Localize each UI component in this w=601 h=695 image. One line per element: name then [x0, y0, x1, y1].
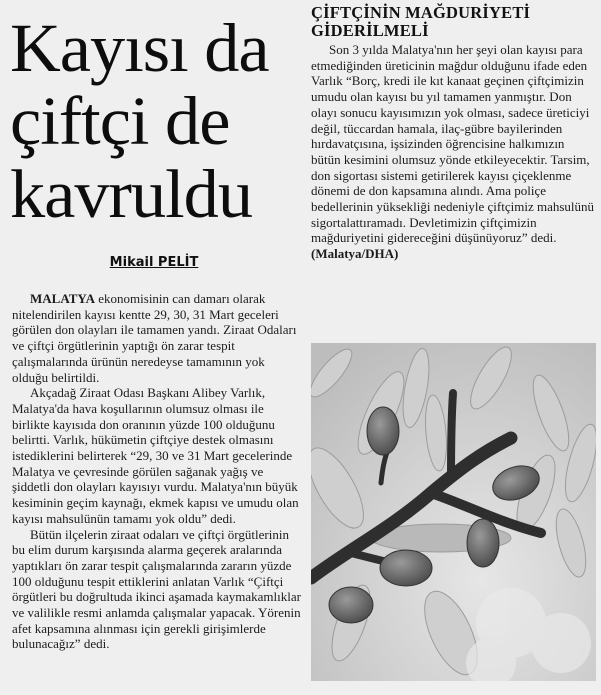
- subhead-line-1: ÇİFTÇİNİN MAĞDURİYETİ: [311, 3, 531, 22]
- paragraph-1: [12, 291, 302, 385]
- paragraph-3: Bütün ilçelerin ziraat odaları ve çiftçi örgütlerinin bu elim durum karşısında alarma geçerek aralarında yaptıkları ön zarar tespit çalışmalarında zararın yüzde 100 olduğunu tespit ettiklerini anlatan Varlık “Çiftçi örgütleri bu doğrultuda ikinci aşamada kaymakamlıklar ve valilikle resmi anlamda çalışmalar yapacak. Yörenin afet kapsamına alınması için gerekli girişimlerde bulunacağız” dedi.: [12, 526, 301, 652]
- paragraph-2: Akçadağ Ziraat Odası Başkanı Alibey Varlık, Malatya'da hava koşullarının olumsuz olması ile birlikte kayısıda don oranının yüzde 100 olduğunu belirtti. Varlık, hükümetin çiftçiye destek olmasını istediklerini belirterek “29, 30 ve 31 Mart gecelerinde Malatya ve çevresinde görülen sağanak yağış ve şiddetli don olayları kayısıyı vurdu. Malatya'nın büyük kesiminin geçim kaynağı, ekmek kapısı ve umudu olan kayısı mahsulünün tamamı yok oldu” dedi.: [12, 385, 299, 526]
- subhead-line-2: GİDERİLMELİ: [311, 21, 429, 40]
- source-credit: (Malatya/DHA): [311, 246, 399, 262]
- photo-image: [311, 343, 596, 681]
- headline-line-3: kavruldu: [10, 156, 253, 232]
- sidebar-subhead: [311, 4, 596, 40]
- dateline: MALATYA: [30, 291, 96, 306]
- article-body: [12, 291, 302, 652]
- headline-line-2: çiftçi de: [10, 83, 230, 159]
- sidebar-column: [311, 4, 596, 262]
- sidebar-text: Son 3 yılda Malatya'nın her şeyi olan kayısı para etmediğinden üreticinin mağdur olduğunu ifade eden Varlık “Borç, kredi ile kıt kanaat geçinen çiftçimizin umudu olan kayısı bu yıl tamamen yanmıştır. Don olayı sonucu kayısımızın yok olması, sadece üreticiyi değil, tüccardan hamala, ilaç-gübre bayilerinden hırdavatçısına, işsizinden öğrencisine halkımızın bütün kesimini olumsuz yönde etkileyecektir. Tarsim, don sigortası sistemi getirilerek kayısı çiçeklenme dönemi de don kapsamına alındı. Ama poliçe bedellerinin yüksekliği nedeniyle çiftçimiz mahsulünü sigortalattıramadı. Devletimizin çiftçimizin mağduriyetini gidereceğini düşünüyoruz” dedi.: [311, 42, 595, 246]
- apricot-branch-photo: [311, 343, 596, 681]
- paragraph-1-text: ekonomisinin can damarı olarak nitelendirilen kayısı kentte 29, 30, 31 Mart geceleri görülen don olayları ile tamamen yandı. Ziraat Odaları ve çiftçi örgütlerinin yaptığı ön zarar tespit çalışmalarında ürünün neredeyse tamamının yok olduğu belirtildi.: [12, 291, 297, 385]
- headline: [10, 0, 304, 231]
- byline: Mikail PELİT: [109, 255, 199, 270]
- headline-line-1: Kayısı da: [10, 10, 269, 86]
- sidebar-paragraph: [311, 42, 596, 262]
- left-column: [10, 0, 298, 270]
